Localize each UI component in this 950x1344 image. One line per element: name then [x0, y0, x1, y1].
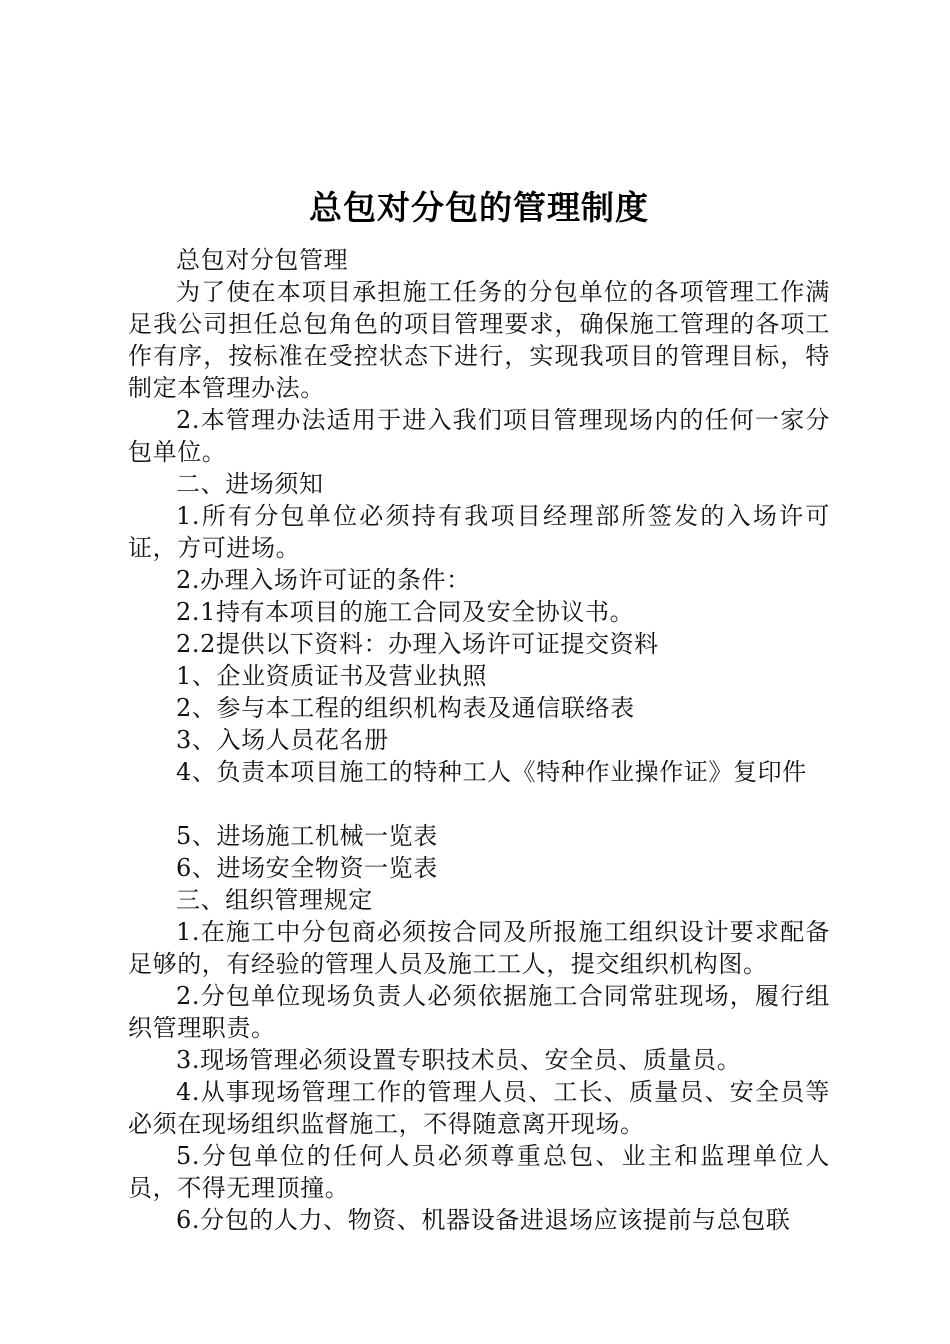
list-item: 6、进场安全物资一览表: [176, 854, 438, 882]
section-heading: 二、进场须知: [176, 470, 324, 498]
paragraph: 1.所有分包单位必须持有我项目经理部所签发的入场许可证，方可进场。: [128, 502, 830, 562]
list-item: 3、入场人员花名册: [176, 726, 389, 754]
paragraph: 5.分包单位的任何人员必须尊重总包、业主和监理单位人员，不得无理顶撞。: [128, 1142, 830, 1202]
list-item: 2、参与本工程的组织机构表及通信联络表: [176, 694, 635, 722]
paragraph: 为了使在本项目承担施工任务的分包单位的各项管理工作满足我公司担任总包角色的项目管理要求，确保施工管理的各项工作有序，按标准在受控状态下进行，实现我项目的管理目标，特制定本管理办法。: [128, 278, 830, 402]
paragraph: 3.现场管理必须设置专职技术员、安全员、质量员。: [176, 1046, 742, 1074]
list-item: 4、负责本项目施工的特种工人《特种作业操作证》复印件: [176, 758, 807, 786]
list-item: 5、进场施工机械一览表: [176, 822, 438, 850]
list-item: 1、企业资质证书及营业执照: [176, 662, 488, 690]
document-body: [128, 244, 830, 1236]
paragraph: 6.分包的人力、物资、机器设备进退场应该提前与总包联: [176, 1206, 791, 1234]
paragraph: 1.在施工中分包商必须按合同及所报施工组织设计要求配备足够的，有经验的管理人员及施工工人，提交组织机构图。: [128, 918, 830, 978]
paragraph: 2.1持有本项目的施工合同及安全协议书。: [176, 598, 635, 626]
paragraph: 2.办理入场许可证的条件：: [176, 566, 471, 594]
paragraph: 2.本管理办法适用于进入我们项目管理现场内的任何一家分包单位。: [128, 406, 830, 466]
paragraph: 总包对分包管理: [176, 246, 349, 274]
paragraph: 2.分包单位现场负责人必须依据施工合同常驻现场，履行组织管理职责。: [128, 982, 830, 1042]
document-title: 总包对分包的管理制度: [309, 188, 649, 227]
paragraph: 4.从事现场管理工作的管理人员、工长、质量员、安全员等必须在现场组织监督施工，不得随意离开现场。: [128, 1078, 830, 1138]
paragraph: 2.2提供以下资料：办理入场许可证提交资料: [176, 630, 659, 658]
document-page: [128, 180, 830, 1236]
section-heading: 三、组织管理规定: [176, 886, 373, 914]
